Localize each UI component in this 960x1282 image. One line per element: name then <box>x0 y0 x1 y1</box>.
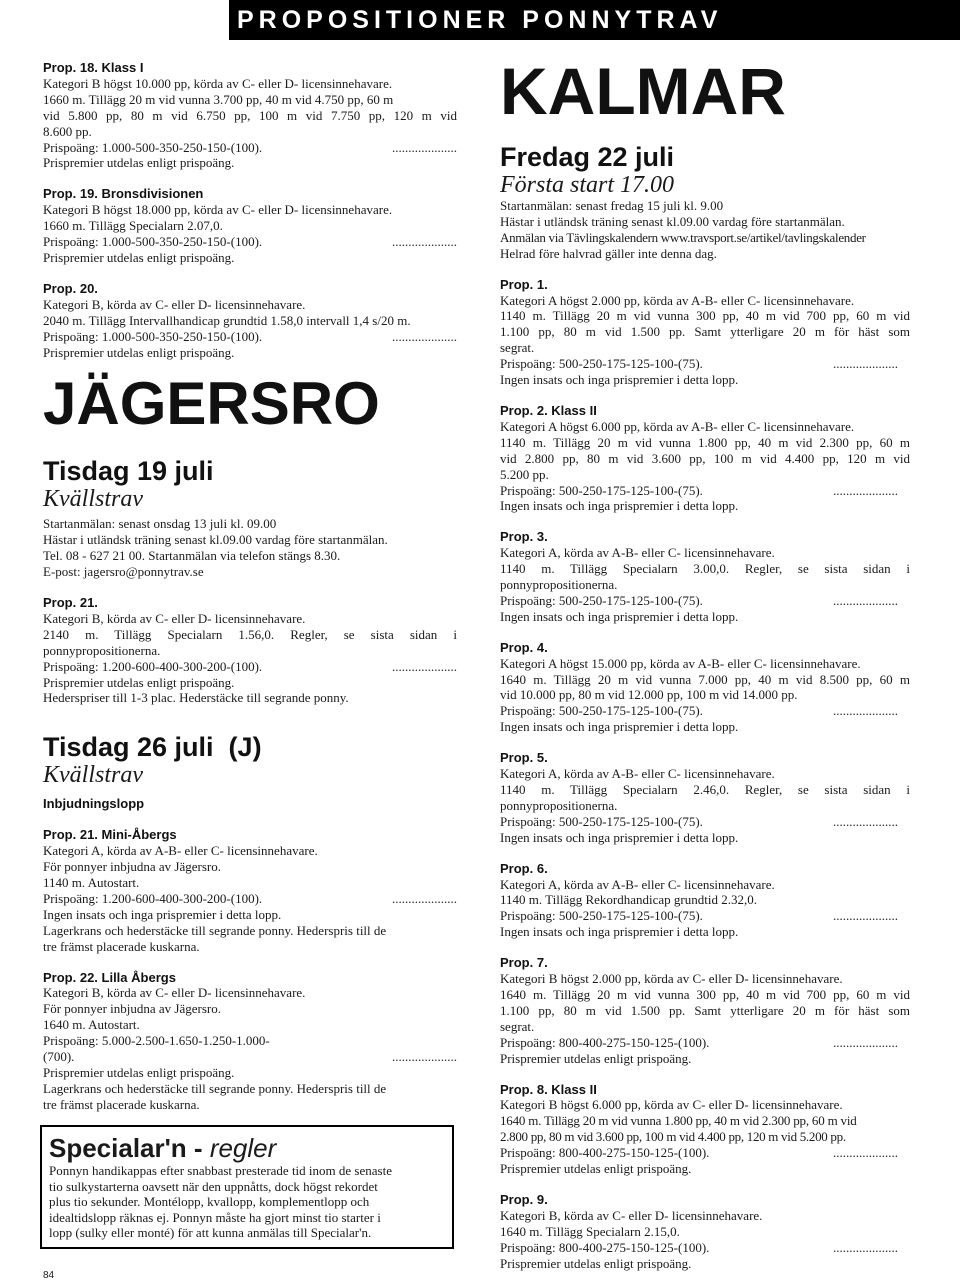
prop-block <box>500 403 910 514</box>
points-line: Prispoäng: 1.000-500-350-250-150-(100). .................... <box>43 139 457 155</box>
prop-line: Kategori B högst 10.000 pp, körda av C- eller D- licensinnehavare. <box>43 75 393 91</box>
prop-block <box>500 640 910 735</box>
entry-dots: .................... <box>833 703 898 719</box>
page-number: 84 <box>43 1270 55 1281</box>
points-line: Prispoäng: 500-250-175-125-100-(75). .................... <box>500 482 898 498</box>
prop-line: Kategori B, körda av C- eller D- licensinnehavare. <box>43 296 306 312</box>
points-line: (700). .................... <box>43 1049 457 1065</box>
prop-line: Kategori B, körda av C- eller D- licensinnehavare. <box>43 985 306 1001</box>
prop-title: Prop. 21. Mini-Åbergs <box>43 827 177 843</box>
box-title: Specialar'n - regler <box>49 1133 277 1163</box>
entry-dots: .................... <box>833 813 898 829</box>
points-line: Prispoäng: 800-400-275-150-125-(100). .................... <box>500 1145 898 1161</box>
prop-line: 1140 m. Tillägg 20 m vid vunna 300 pp, 40 m vid 700 pp, 60 m vid <box>500 308 910 324</box>
entry-dots: .................... <box>833 1145 898 1161</box>
prop-block <box>500 750 910 845</box>
prop-line: vid 10.000 pp, 80 m vid 12.000 pp, 100 m vid 14.000 pp. <box>500 687 798 703</box>
prop-block <box>500 277 910 388</box>
entry-dots: .................... <box>392 139 457 155</box>
invite-heading: Inbjudningslopp <box>43 796 145 812</box>
prop-line: Prispoäng: 5.000-2.500-1.650-1.250-1.000- <box>43 1033 270 1049</box>
info-line: Hästar i utländsk träning senast kl.09.00 vardag före startanmälan. <box>500 213 845 229</box>
prop-line: 2140 m. Tillägg Specialarn 1.56,0. Regler, se sista sidan i <box>43 626 457 642</box>
prop-line: 8.600 pp. <box>43 123 92 139</box>
prop-line: Kategori A högst 6.000 pp, körda av A-B- eller C- licensinnehavare. <box>500 418 855 434</box>
entry-dots: .................... <box>392 1049 457 1065</box>
rules-line: tio sulkystarterna oavsett när den uppnåtts, dock högst rekordet <box>49 1178 378 1194</box>
prop-line: 1140 m. Tillägg Specialarn 2.46,0. Regler, se sista sidan i <box>500 782 910 797</box>
prop-line: 1640 m. Tillägg 20 m vid vunna 7.000 pp, 40 m vid 8.500 pp, 60 m <box>500 671 910 687</box>
info-line: Tel. 08 - 627 21 00. Startanmälan via telefon stängs 8.30. <box>43 548 341 564</box>
track-name: KALMAR <box>500 54 786 128</box>
entry-dots: .................... <box>833 356 898 372</box>
prop-block <box>500 1192 910 1272</box>
points-line: Prispoäng: 800-400-275-150-125-(100). .................... <box>500 1239 898 1255</box>
prop-block <box>43 281 457 361</box>
prop-line: ponnypropositionerna. <box>500 577 618 593</box>
prop-block <box>43 186 457 266</box>
prop-line: Ingen insats och inga prispremier i detta lopp. <box>500 498 739 514</box>
prop-line: ponnypropositionerna. <box>500 797 618 813</box>
rules-line: plus tio sekunder. Montélopp, kvallopp, komplementlopp och <box>49 1194 370 1209</box>
prop-line: 1660 m. Tillägg Specialarn 2.07,0. <box>43 218 223 234</box>
points-line: Prispoäng: 500-250-175-125-100-(75). .................... <box>500 356 898 372</box>
prop-line: vid 2.800 pp, 80 m vid 3.600 pp, 100 m vid 4.400 pp, 120 m vid <box>500 450 910 466</box>
prop-title: Prop. 7. <box>500 955 548 971</box>
prop-line: Ingen insats och inga prispremier i detta lopp. <box>500 924 739 940</box>
points-line: Prispoäng: 1.200-600-400-300-200-(100). .................... <box>43 890 457 906</box>
entry-dots: .................... <box>392 234 457 250</box>
prop-line: segrat. <box>500 340 535 356</box>
prop-line: tre främst placerade kuskarna. <box>43 938 200 954</box>
prop-title: Prop. 8. Klass II <box>500 1081 597 1097</box>
prop-line: Ingen insats och inga prispremier i detta lopp. <box>500 719 739 735</box>
specialarn-rules-box <box>40 1125 454 1249</box>
track-name: JÄGERSRO <box>43 370 380 438</box>
prop-line: Kategori A, körda av A-B- eller C- licensinnehavare. <box>500 876 775 892</box>
right-column <box>500 54 910 1271</box>
race-subtitle: Kvällstrav <box>43 486 143 513</box>
entry-dots: .................... <box>833 1034 898 1050</box>
entry-dots: .................... <box>833 482 898 498</box>
prop-line: Prispremier utdelas enligt prispoäng. <box>43 674 235 690</box>
rules-line: lopp (sulky eller monté) för att kunna anmälas till Specialar'n. <box>49 1225 372 1240</box>
entry-dots: .................... <box>392 658 457 674</box>
prop-line: Ingen insats och inga prispremier i detta lopp. <box>500 372 739 388</box>
prop-line: Kategori A högst 15.000 pp, körda av A-B- eller C- licensinnehavare. <box>500 655 861 671</box>
prop-line: Prispremier utdelas enligt prispoäng. <box>43 1064 235 1080</box>
info-line: Startanmälan: senast onsdag 13 juli kl. 09.00 <box>43 516 277 532</box>
prop-title: Prop. 18. Klass I <box>43 60 144 75</box>
prop-line: Prispremier utdelas enligt prispoäng. <box>500 1161 692 1177</box>
race-date: Tisdag 19 juli <box>43 456 214 487</box>
prop-title: Prop. 22. Lilla Åbergs <box>43 969 176 985</box>
prop-line: Lagerkrans och hederstäcke till segrande ponny. Hederspris till de <box>43 922 387 938</box>
prop-line: 1140 m. Autostart. <box>43 875 140 890</box>
prop-line: 2040 m. Tillägg Intervallhandicap grundtid 1.58,0 intervall 1,4 s/20 m. <box>43 312 411 328</box>
entry-dots: .................... <box>833 1239 898 1255</box>
entry-dots: .................... <box>833 592 898 608</box>
prop-title: Prop. 1. <box>500 276 548 292</box>
prop-line: 1640 m. Tillägg 20 m vid vunna 300 pp, 40 m vid 700 pp, 60 m vid <box>500 986 910 1002</box>
prop-line: Prispremier utdelas enligt prispoäng. <box>43 155 235 171</box>
prop-block <box>500 955 910 1066</box>
prop-line: 1640 m. Tillägg Specialarn 2.15,0. <box>500 1223 680 1239</box>
rules-line: idealtidslopp räknas ej. Ponnyn måste ha gjort minst tio starter i <box>49 1209 381 1225</box>
info-line: Hästar i utländsk träning senast kl.09.00 vardag före startanmälan. <box>43 532 388 548</box>
prop-line: 1640 m. Tillägg 20 m vid vunna 1.800 pp, 40 m vid 2.300 pp, 60 m vid <box>500 1113 857 1129</box>
prop-title: Prop. 4. <box>500 639 548 655</box>
prop-title: Prop. 20. <box>43 280 98 296</box>
prop-line: Kategori A, körda av A-B- eller C- licensinnehavare. <box>500 766 775 782</box>
info-line: Startanmälan: senast fredag 15 juli kl. 9.00 <box>500 198 724 213</box>
info-line: Anmälan via Tävlingskalendern www.travsport.se/artikel/tavlingskalender <box>500 229 866 245</box>
prop-line: Kategori B, körda av C- eller D- licensinnehavare. <box>500 1207 763 1223</box>
prop-line: vid 5.800 pp, 80 m vid 6.750 pp, 100 m vid 7.750 pp, 120 m vid <box>43 107 457 123</box>
entry-dots: .................... <box>833 908 898 924</box>
prop-line: Hederspriser till 1-3 plac. Hederstäcke till segrande ponny. <box>43 690 349 706</box>
prop-line: 1140 m. Tillägg 20 m vid vunna 1.800 pp, 40 m vid 2.300 pp, 60 m <box>500 434 910 450</box>
prop-line: 1660 m. Tillägg 20 m vid vunna 3.700 pp, 40 m vid 4.750 pp, 60 m <box>43 91 394 107</box>
points-line: Prispoäng: 500-250-175-125-100-(75). .................... <box>500 908 898 924</box>
points-line: Prispoäng: 1.000-500-350-250-150-(100). .................... <box>43 328 457 344</box>
prop-line: 1140 m. Tillägg Specialarn 3.00,0. Regler, se sista sidan i <box>500 561 910 577</box>
prop-title: Prop. 6. <box>500 860 548 876</box>
prop-line: 1.100 pp, 80 m vid 1.500 pp. Samt ytterligare 20 m för häst som <box>500 1002 910 1018</box>
prop-title: Prop. 19. Bronsdivisionen <box>43 186 204 202</box>
prop-line: Kategori B högst 18.000 pp, körda av C- eller D- licensinnehavare. <box>43 202 393 218</box>
prop-line: 2.800 pp, 80 m vid 3.600 pp, 100 m vid 4.400 pp, 120 m vid 5.200 pp. <box>500 1129 846 1145</box>
points-line: Prispoäng: 1.200-600-400-300-200-(100). .................... <box>43 658 457 674</box>
prop-line: tre främst placerade kuskarna. <box>43 1096 200 1112</box>
prop-line: 1140 m. Tillägg Rekordhandicap grundtid 2.32,0. <box>500 892 757 908</box>
entry-dots: .................... <box>392 328 457 344</box>
prop-title: Prop. 2. Klass II <box>500 402 597 418</box>
prop-line: Kategori A, körda av A-B- eller C- licensinnehavare. <box>500 545 775 561</box>
prop-line: Ingen insats och inga prispremier i detta lopp. <box>43 906 282 922</box>
points-line: Prispoäng: 500-250-175-125-100-(75). .................... <box>500 703 898 719</box>
points-line: Prispoäng: 800-400-275-150-125-(100). .................... <box>500 1034 898 1050</box>
prop-line: Kategori B högst 2.000 pp, körda av C- eller D- licensinnehavare. <box>500 971 843 987</box>
race-subtitle: Första start 17.00 <box>500 172 675 198</box>
prop-line: För ponnyer inbjudna av Jägersro. <box>43 859 221 875</box>
prop-line: 1.100 pp, 80 m vid 1.500 pp. Samt ytterligare 20 m för häst som <box>500 324 910 340</box>
prop-line: ponnypropositionerna. <box>43 642 161 658</box>
prop-line: Prispremier utdelas enligt prispoäng. <box>43 249 235 265</box>
race-subtitle: Kvällstrav <box>43 762 143 789</box>
entry-dots: .................... <box>392 890 457 906</box>
left-column <box>43 60 457 1113</box>
prop-line: Ingen insats och inga prispremier i detta lopp. <box>500 829 739 845</box>
prop-block <box>43 827 457 954</box>
prop-block <box>43 970 457 1113</box>
rules-line: Ponnyn handikappas efter snabbast presterade tid inom de senaste <box>49 1163 392 1178</box>
prop-block <box>500 861 910 941</box>
prop-line: 5.200 pp. <box>500 466 549 482</box>
prop-block <box>500 1082 910 1177</box>
race-date: Fredag 22 juli <box>500 142 675 172</box>
section-banner: PROPOSITIONER PONNYTRAV <box>229 0 960 40</box>
prop-title: Prop. 5. <box>500 750 548 766</box>
prop-line: Kategori B högst 6.000 pp, körda av C- eller D- licensinnehavare. <box>500 1097 843 1113</box>
prop-line: Prispremier utdelas enligt prispoäng. <box>500 1050 692 1066</box>
prop-line: Prispremier utdelas enligt prispoäng. <box>43 344 235 360</box>
race-date: Tisdag 26 juli (J) <box>43 732 262 763</box>
info-line: Helrad före halvrad gäller inte denna dag. <box>500 245 717 261</box>
prop-line: Kategori B, körda av C- eller D- licensinnehavare. <box>43 610 306 626</box>
prop-line: segrat. <box>500 1018 535 1034</box>
prop-line: Ingen insats och inga prispremier i detta lopp. <box>500 608 739 624</box>
prop-line: Prispremier utdelas enligt prispoäng. <box>500 1255 692 1271</box>
prop-title: Prop. 9. <box>500 1191 548 1207</box>
points-line: Prispoäng: 1.000-500-350-250-150-(100). .................... <box>43 234 457 250</box>
prop-line: Kategori A, körda av A-B- eller C- licensinnehavare. <box>43 843 318 859</box>
prop-line: 1640 m. Autostart. <box>43 1017 140 1033</box>
prop-block <box>43 60 457 171</box>
prop-block <box>43 595 457 706</box>
prop-title: Prop. 21. <box>43 595 98 611</box>
points-line: Prispoäng: 500-250-175-125-100-(75). .................... <box>500 592 898 608</box>
prop-title: Prop. 3. <box>500 529 548 545</box>
email-line[interactable]: E-post: jagersro@ponnytrav.se <box>43 564 204 580</box>
prop-line: För ponnyer inbjudna av Jägersro. <box>43 1001 221 1017</box>
prop-line: Kategori A högst 2.000 pp, körda av A-B- eller C- licensinnehavare. <box>500 292 855 308</box>
points-line: Prispoäng: 500-250-175-125-100-(75). .................... <box>500 813 898 829</box>
prop-block <box>500 529 910 624</box>
prop-line: Lagerkrans och hederstäcke till segrande ponny. Hederspris till de <box>43 1080 387 1096</box>
